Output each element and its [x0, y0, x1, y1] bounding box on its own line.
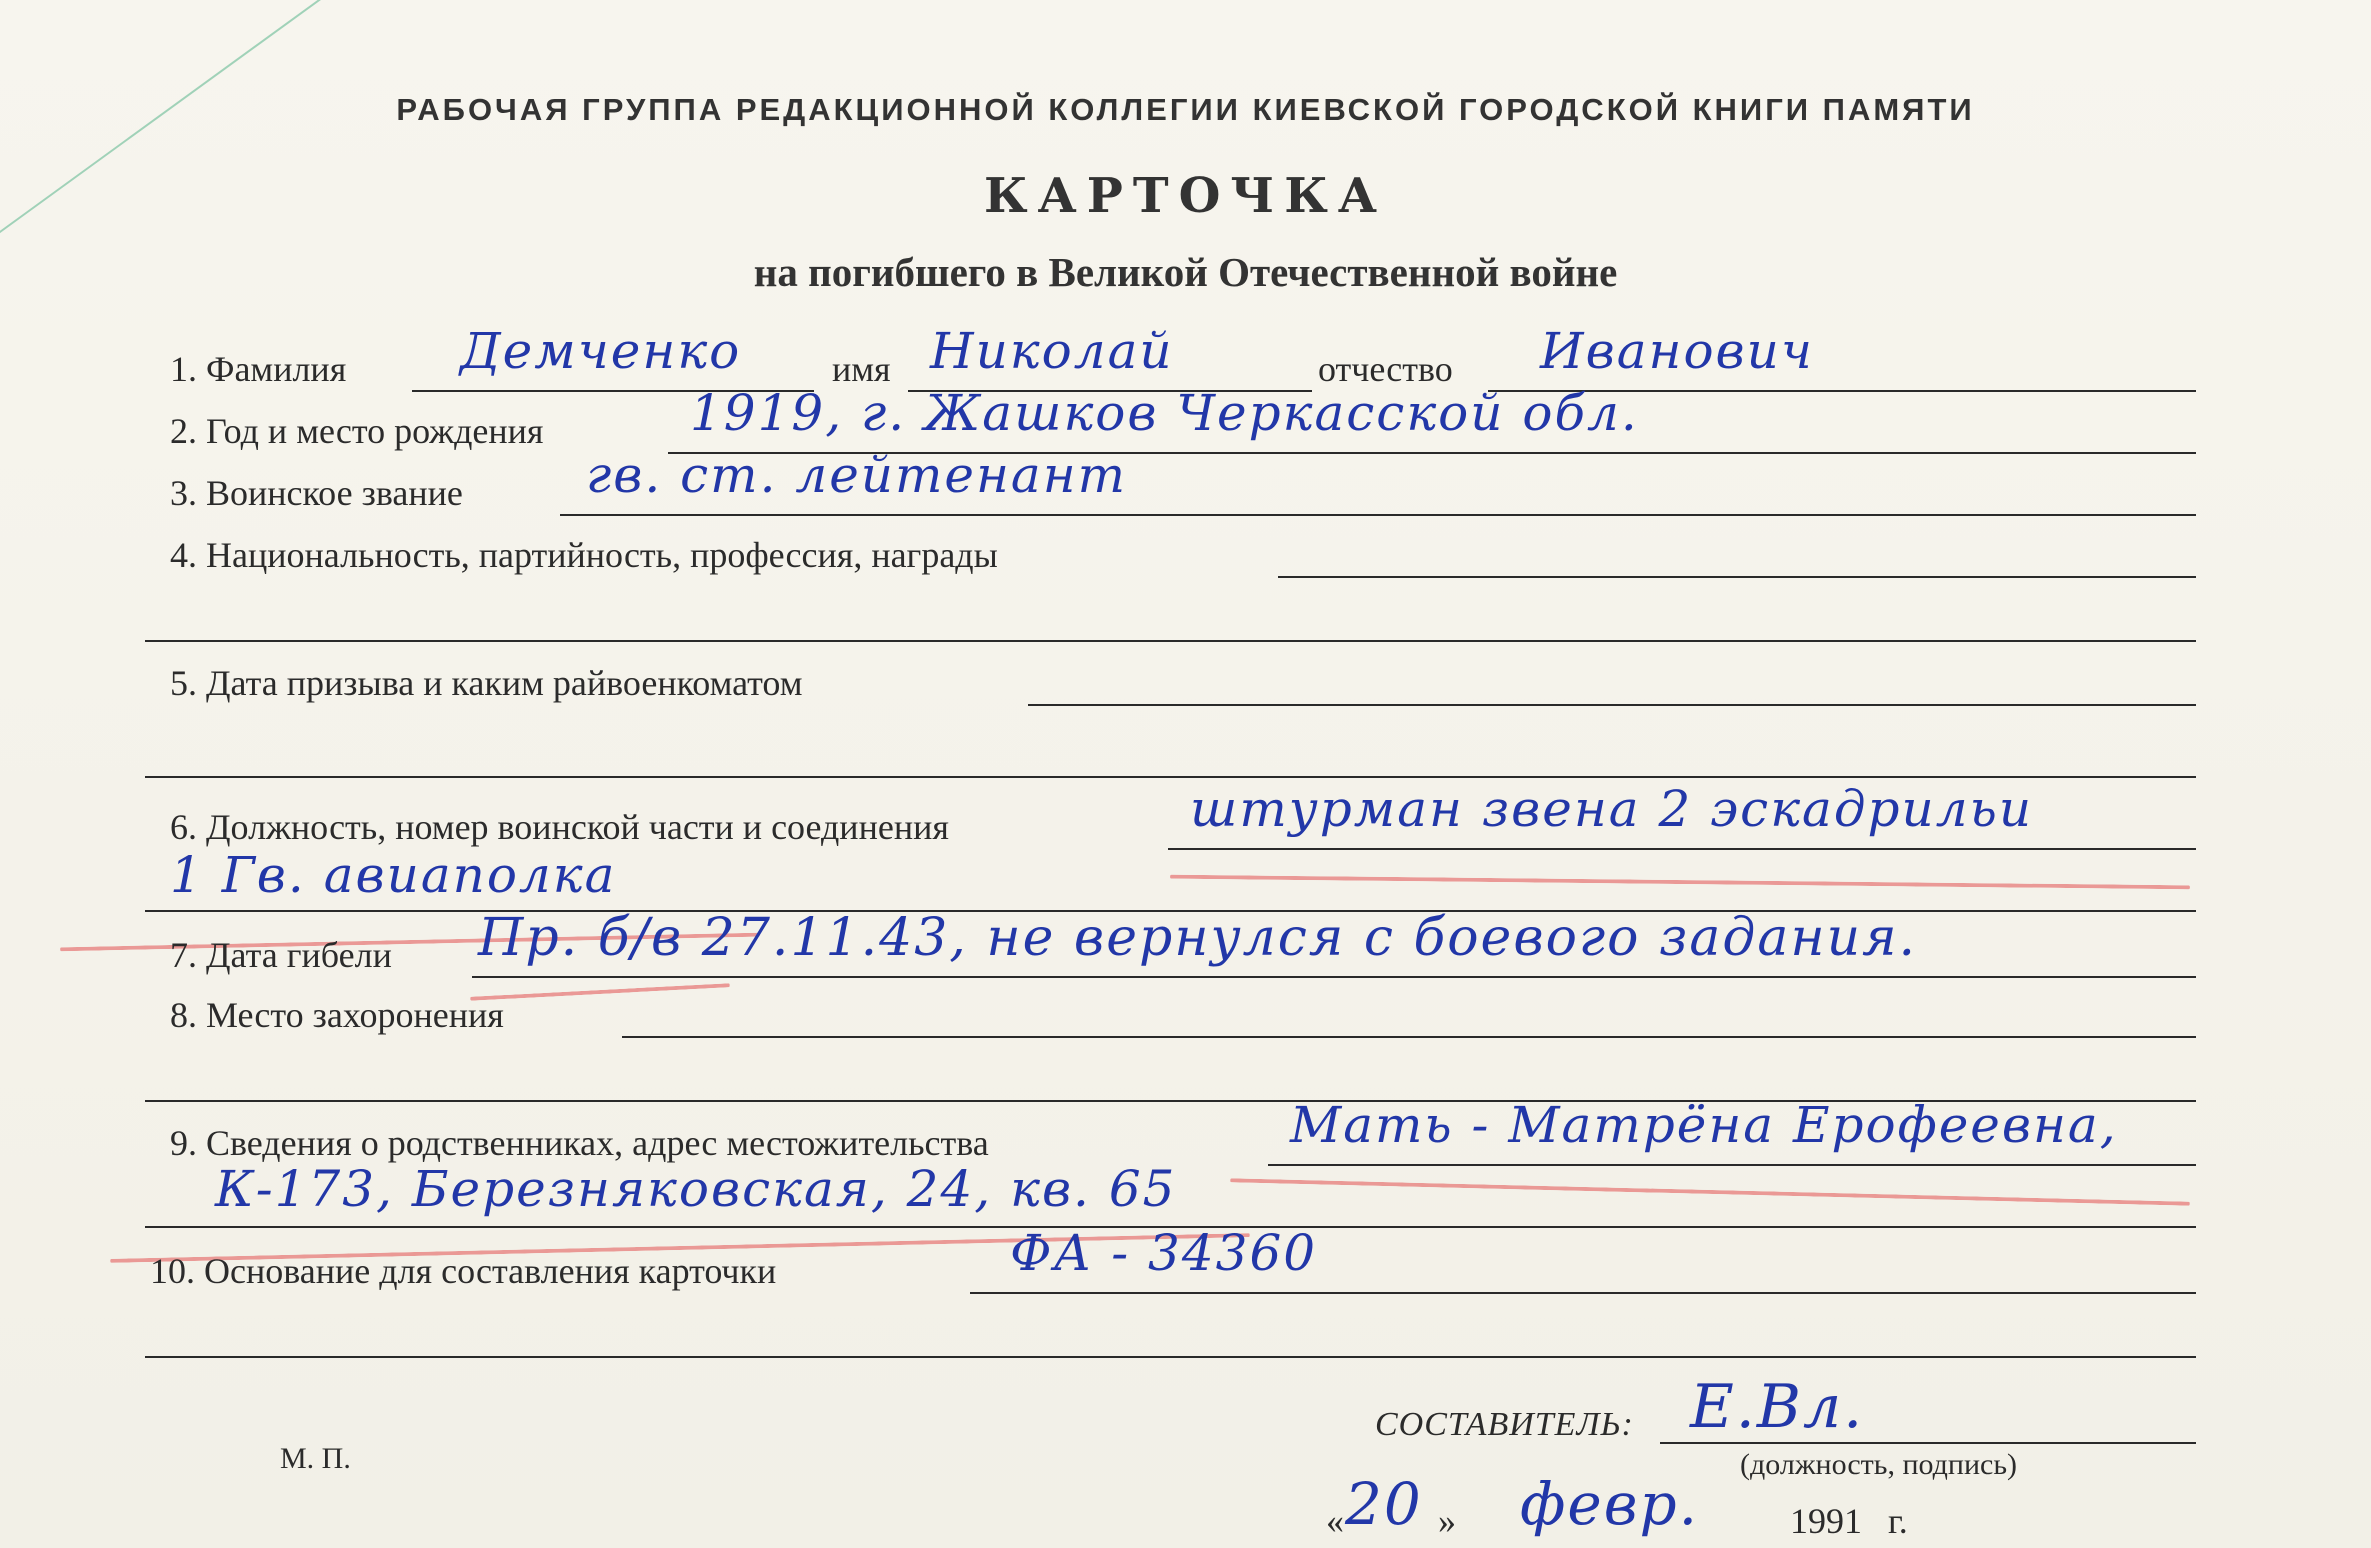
date-month: февр.	[1520, 1470, 1700, 1538]
death-date-line	[472, 976, 2196, 978]
red-underline-death-date	[470, 983, 730, 1001]
basis-line	[970, 1292, 2196, 1294]
position-value-1: штурман звена 2 эскадрильи	[1190, 780, 2034, 838]
date-quote-open: «	[1326, 1501, 1344, 1541]
compiler-signature: Е.Вл.	[1690, 1372, 1865, 1442]
relatives-value-2: К-173, Березняковская, 24, кв. 65	[215, 1160, 1177, 1218]
compiler-label: СОСТАВИТЕЛЬ:	[1375, 1406, 1634, 1443]
position-value-2: 1 Гв. авиаполка	[170, 846, 617, 904]
red-underline-position-1	[1170, 875, 2190, 890]
date-quote-close: »	[1438, 1501, 1456, 1541]
conscription-line-2	[145, 776, 2196, 778]
patronymic-label: отчество	[1318, 349, 1453, 389]
date-year-suffix: г.	[1888, 1501, 1908, 1541]
surname-label: 1. Фамилия	[170, 349, 347, 389]
conscription-label: 5. Дата призыва и каким райвоенкоматом	[170, 663, 803, 703]
card-title: КАРТОЧКА	[984, 168, 1387, 224]
nationality-line-2	[145, 640, 2196, 642]
basis-line-2	[145, 1356, 2196, 1358]
nationality-line	[1278, 576, 2196, 578]
surname-value: Демченко	[460, 322, 742, 380]
rank-line	[560, 514, 2196, 516]
birth-label: 2. Год и место рождения	[170, 411, 544, 451]
burial-line	[622, 1036, 2196, 1038]
position-label: 6. Должность, номер воинской части и соединения	[170, 807, 949, 847]
compiler-line	[1660, 1442, 2196, 1444]
basis-value: ФА - 34360	[1010, 1224, 1318, 1282]
nationality-label: 4. Национальность, партийность, профессия, награды	[170, 535, 998, 575]
relatives-line	[1268, 1164, 2196, 1166]
rank-label: 3. Воинское звание	[170, 473, 463, 513]
position-signature-caption: (должность, подпись)	[1740, 1448, 2018, 1481]
rank-value: гв. ст. лейтенант	[586, 446, 1128, 504]
death-date-label: 7. Дата гибели	[170, 935, 392, 975]
relatives-label: 9. Сведения о родственниках, адрес местожительства	[170, 1123, 989, 1163]
patronymic-value: Иванович	[1540, 322, 1814, 380]
position-line	[1168, 848, 2196, 850]
conscription-line	[1028, 704, 2196, 706]
stamp-place-label: М. П.	[280, 1442, 351, 1475]
date-day: 20	[1345, 1470, 1423, 1538]
name-value: Николай	[930, 322, 1174, 380]
red-underline-relatives-1	[1230, 1178, 2190, 1205]
relatives-value-1: Мать - Матрёна Ерофеевна,	[1290, 1096, 2118, 1154]
birth-value: 1919, г. Жашков Черкасской обл.	[690, 384, 1639, 442]
death-date-value: Пр. б/в 27.11.43, не вернулся с боевого задания.	[478, 908, 1918, 968]
date-year: 1991	[1790, 1501, 1862, 1541]
name-label: имя	[832, 349, 891, 389]
burial-label: 8. Место захоронения	[170, 995, 504, 1035]
card-subtitle: на погибшего в Великой Отечественной войне	[753, 249, 1618, 295]
basis-label: 10. Основание для составления карточки	[150, 1251, 777, 1291]
organization-header: РАБОЧАЯ ГРУППА РЕДАКЦИОННОЙ КОЛЛЕГИИ КИЕВСКОЙ ГОРОДСКОЙ КНИГИ ПАМЯТИ	[396, 92, 1975, 127]
